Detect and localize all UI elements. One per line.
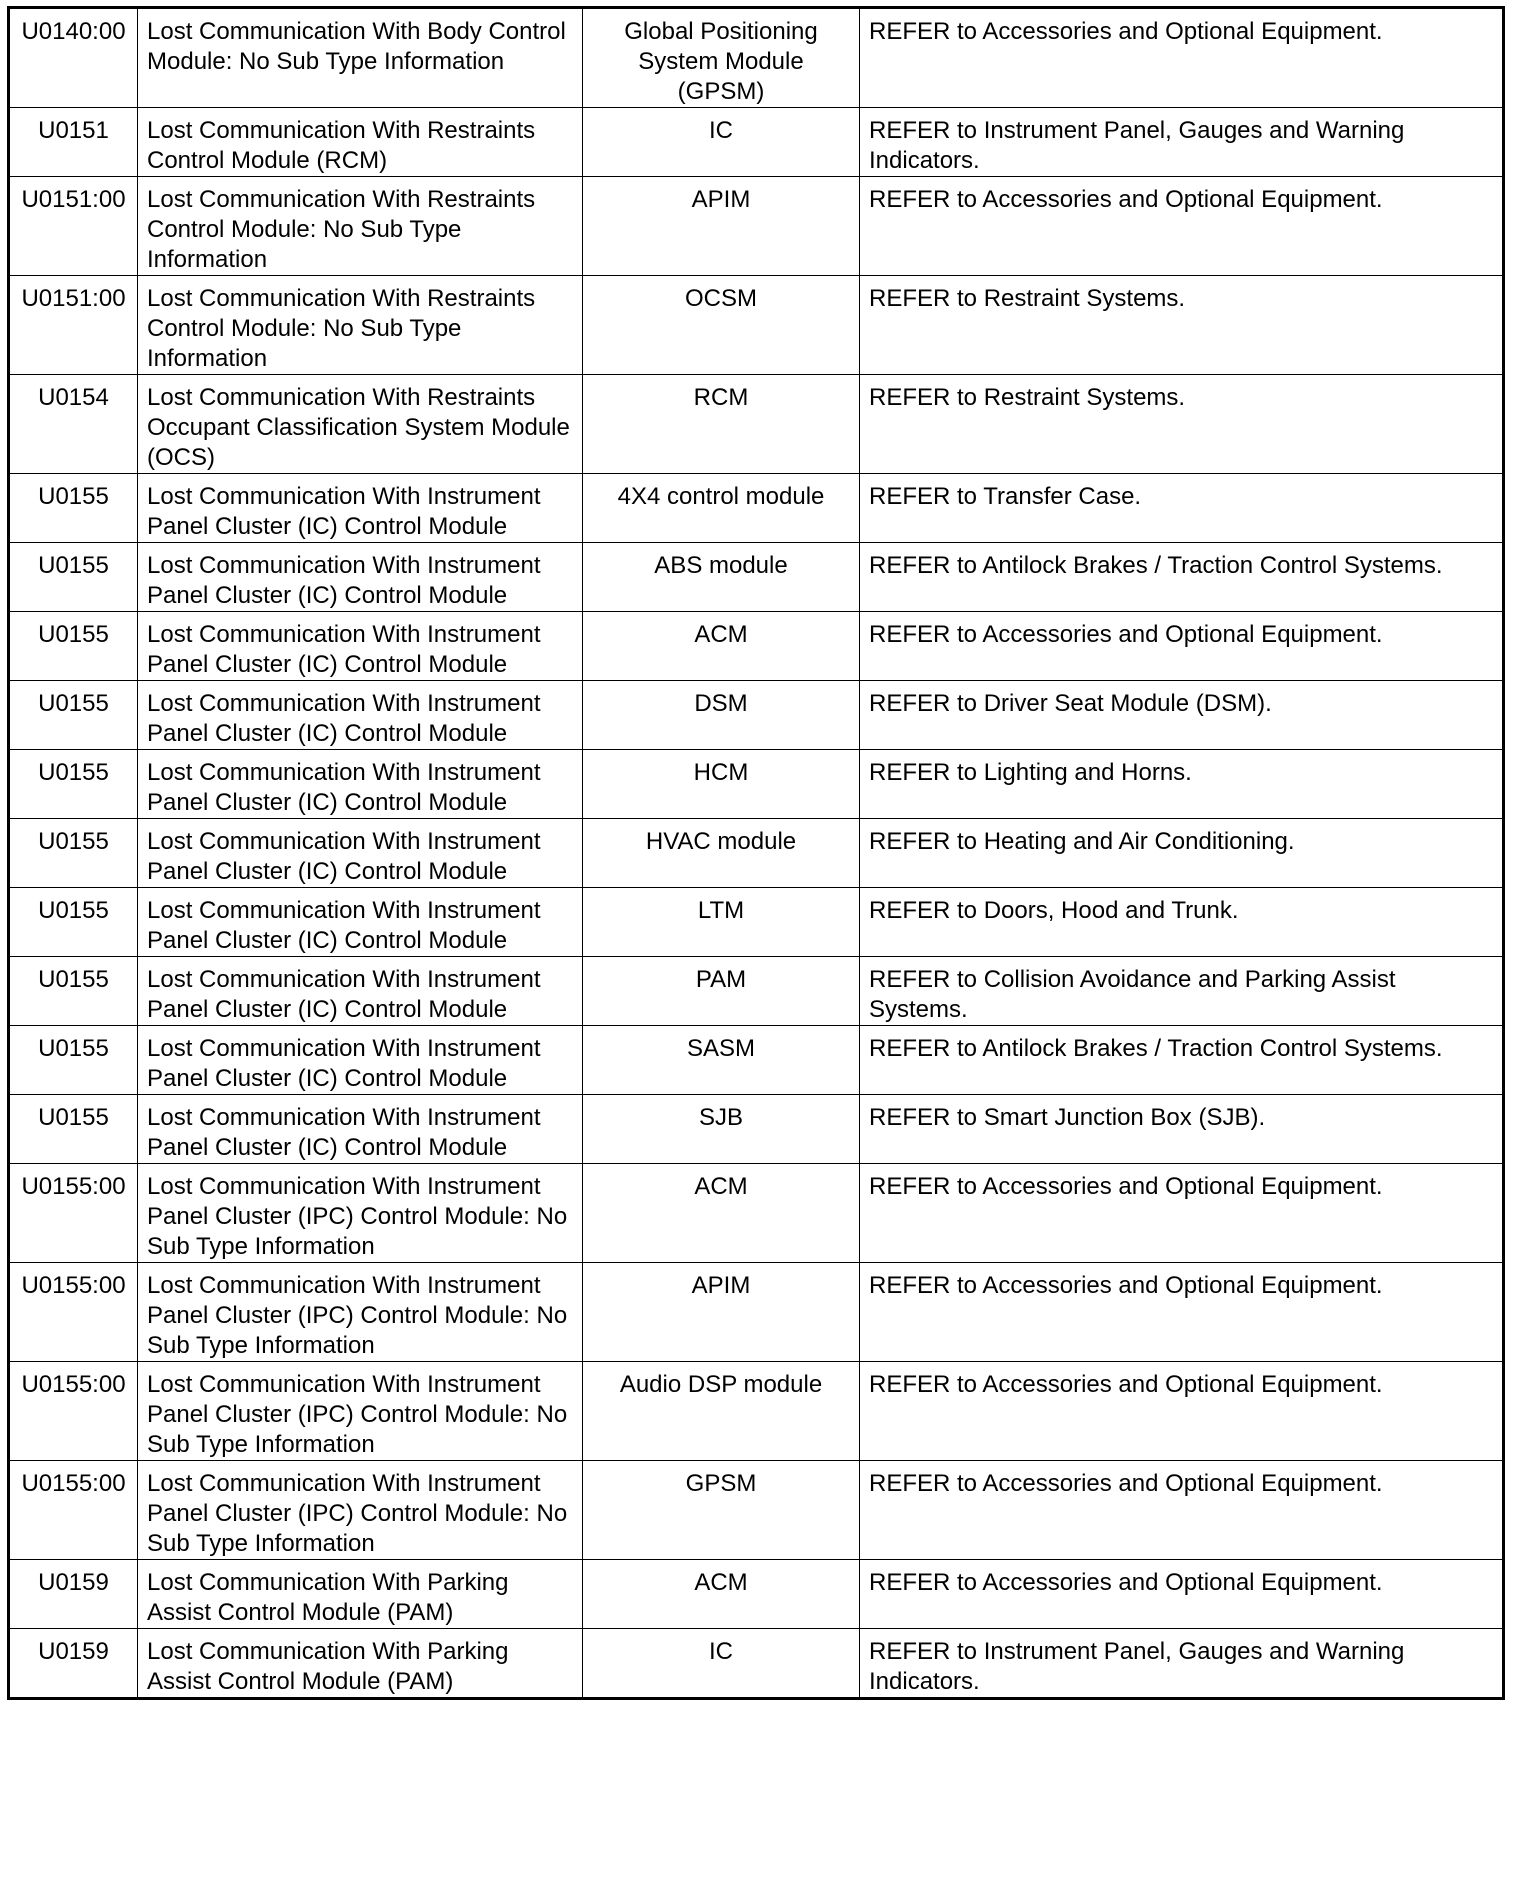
module-cell: Global Positioning System Module (GPSM) (583, 8, 860, 108)
dtc-description-cell: Lost Communication With Restraints Occupant Classification System Module (OCS) (138, 375, 583, 474)
dtc-description-cell: Lost Communication With Parking Assist Control Module (PAM) (138, 1629, 583, 1699)
table-row (9, 1026, 1504, 1095)
action-cell: REFER to Heating and Air Conditioning. (860, 819, 1504, 888)
action-cell: REFER to Accessories and Optional Equipment. (860, 177, 1504, 276)
dtc-code-cell: U0155 (9, 888, 138, 957)
dtc-description-cell: Lost Communication With Instrument Panel Cluster (IC) Control Module (138, 474, 583, 543)
dtc-code-cell: U0151:00 (9, 177, 138, 276)
dtc-description-cell: Lost Communication With Instrument Panel Cluster (IC) Control Module (138, 1026, 583, 1095)
dtc-code-cell: U0155:00 (9, 1362, 138, 1461)
table-row (9, 276, 1504, 375)
module-cell: IC (583, 108, 860, 177)
table-row (9, 750, 1504, 819)
action-cell: REFER to Antilock Brakes / Traction Control Systems. (860, 543, 1504, 612)
module-cell: RCM (583, 375, 860, 474)
module-cell: HCM (583, 750, 860, 819)
dtc-description-cell: Lost Communication With Restraints Control Module (RCM) (138, 108, 583, 177)
dtc-code-cell: U0155 (9, 819, 138, 888)
action-cell: REFER to Accessories and Optional Equipment. (860, 1263, 1504, 1362)
table-row (9, 375, 1504, 474)
dtc-code-cell: U0154 (9, 375, 138, 474)
table-row (9, 1362, 1504, 1461)
table-row (9, 612, 1504, 681)
module-cell: OCSM (583, 276, 860, 375)
table-row (9, 108, 1504, 177)
dtc-code-cell: U0155:00 (9, 1263, 138, 1362)
module-cell: ACM (583, 1560, 860, 1629)
table-row (9, 681, 1504, 750)
dtc-code-cell: U0155:00 (9, 1461, 138, 1560)
action-cell: REFER to Instrument Panel, Gauges and Warning Indicators. (860, 108, 1504, 177)
table-row (9, 543, 1504, 612)
module-cell: 4X4 control module (583, 474, 860, 543)
module-cell: SJB (583, 1095, 860, 1164)
module-cell: SASM (583, 1026, 860, 1095)
dtc-table-body (9, 8, 1504, 1699)
module-cell: ACM (583, 612, 860, 681)
dtc-table (7, 6, 1505, 1700)
dtc-code-cell: U0151:00 (9, 276, 138, 375)
dtc-code-cell: U0155 (9, 750, 138, 819)
dtc-description-cell: Lost Communication With Instrument Panel Cluster (IPC) Control Module: No Sub Type Information (138, 1263, 583, 1362)
module-cell: GPSM (583, 1461, 860, 1560)
dtc-description-cell: Lost Communication With Instrument Panel Cluster (IC) Control Module (138, 957, 583, 1026)
module-cell: HVAC module (583, 819, 860, 888)
action-cell: REFER to Accessories and Optional Equipment. (860, 612, 1504, 681)
dtc-description-cell: Lost Communication With Instrument Panel Cluster (IC) Control Module (138, 819, 583, 888)
action-cell: REFER to Accessories and Optional Equipment. (860, 1461, 1504, 1560)
dtc-code-cell: U0155 (9, 474, 138, 543)
module-cell: PAM (583, 957, 860, 1026)
dtc-description-cell: Lost Communication With Instrument Panel Cluster (IPC) Control Module: No Sub Type Information (138, 1164, 583, 1263)
action-cell: REFER to Accessories and Optional Equipment. (860, 1362, 1504, 1461)
table-row (9, 474, 1504, 543)
dtc-description-cell: Lost Communication With Instrument Panel Cluster (IC) Control Module (138, 750, 583, 819)
dtc-description-cell: Lost Communication With Parking Assist Control Module (PAM) (138, 1560, 583, 1629)
dtc-code-cell: U0140:00 (9, 8, 138, 108)
table-row (9, 888, 1504, 957)
action-cell: REFER to Restraint Systems. (860, 375, 1504, 474)
action-cell: REFER to Accessories and Optional Equipment. (860, 8, 1504, 108)
action-cell: REFER to Collision Avoidance and Parking Assist Systems. (860, 957, 1504, 1026)
action-cell: REFER to Transfer Case. (860, 474, 1504, 543)
table-row (9, 1629, 1504, 1699)
action-cell: REFER to Accessories and Optional Equipment. (860, 1560, 1504, 1629)
dtc-description-cell: Lost Communication With Instrument Panel Cluster (IC) Control Module (138, 612, 583, 681)
dtc-code-cell: U0159 (9, 1629, 138, 1699)
action-cell: REFER to Restraint Systems. (860, 276, 1504, 375)
table-row (9, 1164, 1504, 1263)
table-row (9, 957, 1504, 1026)
dtc-code-cell: U0159 (9, 1560, 138, 1629)
action-cell: REFER to Accessories and Optional Equipment. (860, 1164, 1504, 1263)
module-cell: APIM (583, 1263, 860, 1362)
dtc-code-cell: U0155:00 (9, 1164, 138, 1263)
action-cell: REFER to Lighting and Horns. (860, 750, 1504, 819)
dtc-code-cell: U0155 (9, 543, 138, 612)
dtc-code-cell: U0155 (9, 612, 138, 681)
dtc-description-cell: Lost Communication With Restraints Control Module: No Sub Type Information (138, 276, 583, 375)
module-cell: APIM (583, 177, 860, 276)
action-cell: REFER to Instrument Panel, Gauges and Warning Indicators. (860, 1629, 1504, 1699)
dtc-code-cell: U0155 (9, 1095, 138, 1164)
dtc-description-cell: Lost Communication With Instrument Panel Cluster (IC) Control Module (138, 1095, 583, 1164)
dtc-description-cell: Lost Communication With Instrument Panel Cluster (IPC) Control Module: No Sub Type Information (138, 1362, 583, 1461)
table-row (9, 1263, 1504, 1362)
table-row (9, 1461, 1504, 1560)
dtc-code-cell: U0151 (9, 108, 138, 177)
module-cell: LTM (583, 888, 860, 957)
dtc-description-cell: Lost Communication With Instrument Panel Cluster (IC) Control Module (138, 681, 583, 750)
module-cell: Audio DSP module (583, 1362, 860, 1461)
table-row (9, 819, 1504, 888)
dtc-code-cell: U0155 (9, 957, 138, 1026)
module-cell: IC (583, 1629, 860, 1699)
table-row (9, 1560, 1504, 1629)
table-row (9, 177, 1504, 276)
dtc-description-cell: Lost Communication With Body Control Module: No Sub Type Information (138, 8, 583, 108)
dtc-code-cell: U0155 (9, 681, 138, 750)
module-cell: ACM (583, 1164, 860, 1263)
dtc-description-cell: Lost Communication With Instrument Panel Cluster (IPC) Control Module: No Sub Type Information (138, 1461, 583, 1560)
dtc-description-cell: Lost Communication With Restraints Control Module: No Sub Type Information (138, 177, 583, 276)
action-cell: REFER to Antilock Brakes / Traction Control Systems. (860, 1026, 1504, 1095)
action-cell: REFER to Driver Seat Module (DSM). (860, 681, 1504, 750)
table-row (9, 8, 1504, 108)
table-row (9, 1095, 1504, 1164)
module-cell: DSM (583, 681, 860, 750)
dtc-code-cell: U0155 (9, 1026, 138, 1095)
action-cell: REFER to Doors, Hood and Trunk. (860, 888, 1504, 957)
dtc-description-cell: Lost Communication With Instrument Panel Cluster (IC) Control Module (138, 543, 583, 612)
action-cell: REFER to Smart Junction Box (SJB). (860, 1095, 1504, 1164)
module-cell: ABS module (583, 543, 860, 612)
dtc-description-cell: Lost Communication With Instrument Panel Cluster (IC) Control Module (138, 888, 583, 957)
